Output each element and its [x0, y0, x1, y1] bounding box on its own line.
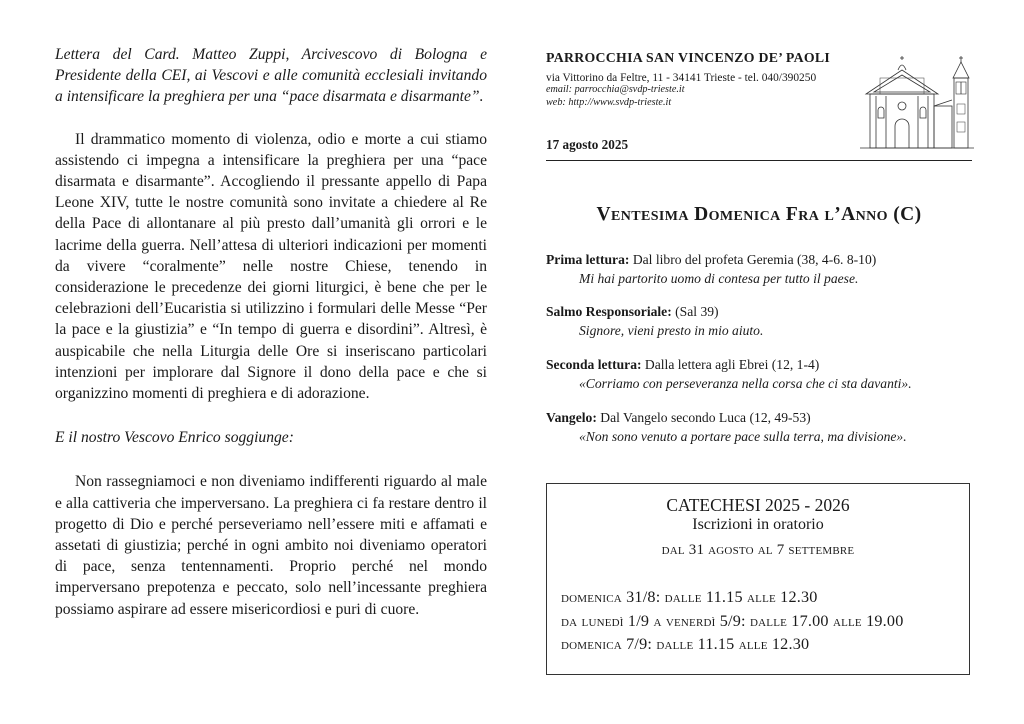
reading-label: Salmo Responsoriale:	[546, 304, 672, 319]
schedule-row: domenica 31/8: dalle 11.15 alle 12.30	[561, 588, 818, 606]
liturgy-title: Ventesima Domenica Fra l’Anno (C)	[596, 204, 922, 225]
parish-email: email: parrocchia@svdp-trieste.it	[546, 84, 685, 95]
reading-source: Dalla lettera agli Ebrei (12, 1-4)	[641, 357, 820, 372]
left-column	[55, 44, 487, 620]
parish-web: web: http://www.svdp-trieste.it	[546, 96, 672, 108]
reading-label: Prima lettura:	[546, 252, 630, 267]
reading-label: Vangelo:	[546, 410, 597, 425]
letter-paragraph: Il drammatico momento di violenza, odio e morte a cui stiamo assistendo ci impegna a intensificare la preghiera per una “pace disarmata e disarmante”. Accogliendo il pressante appello di Papa Leone XIV, tutte le nostre comunità sono invitate a chiedere al Re della Pace di allontanare al più presto dall’umanità gli orrori e le lacrime della guerra. Nell’attesa di ulteriori indicazioni per momenti da vivere “coralmente” nelle nostre Chiese, tenendo in considerazione le precedenze dei giorni liturgici, è bene che per le celebrazioni dell’Eucaristia si utilizzino i formulari delle Messe “Per la pace e la giustizia” e “In tempo di guerra e disordini”. Altresì, è auspicabile che nella Liturgia delle Ore si inseriscano particolari intenzioni per implorare dal Signore il dono della pace e che si organizzino momenti di preghiera e di adorazione.	[55, 130, 487, 403]
schedule-row: da lunedì 1/9 a venerdì 5/9: dalle 17.00 alle 19.00	[561, 611, 904, 630]
intro-text: Lettera del Card. Matteo Zuppi, Arcivescovo di Bologna e Presidente della CEI, ai Vescovi e alle comunità ecclesiali invitando a intensificare la preghiera per una “pace disarmata e disarmante”.	[55, 46, 487, 106]
schedule-row: domenica 7/9: dalle 11.15 alle 12.30	[561, 635, 810, 653]
reading-quote: Signore, vieni presto in mio aiuto.	[579, 323, 764, 338]
reading-source: (Sal 39)	[671, 304, 719, 319]
church-icon	[858, 48, 976, 152]
bulletin-date: 17 agosto 2025	[546, 137, 629, 152]
reading-source: Dal libro del profeta Geremia (38, 4-6. 8-10)	[629, 252, 877, 267]
reading-quote: Mi hai partorito uomo di contesa per tutto il paese.	[579, 271, 859, 286]
reading-second	[546, 355, 976, 393]
reading-gospel	[546, 408, 976, 446]
right-column	[546, 44, 972, 444]
parish-name: PARROCCHIA SAN VINCENZO DE’ PAOLI	[546, 50, 831, 65]
parish-address: via Vittorino da Feltre, 11 - 34141 Trieste - tel. 040/390250	[546, 72, 817, 84]
reading-label: Seconda lettura:	[546, 357, 642, 372]
header-divider	[546, 160, 972, 161]
bishop-intro: E il nostro Vescovo Enrico soggiunge:	[55, 429, 294, 447]
reading-psalm	[546, 302, 976, 340]
catechesi-subtitle: Iscrizioni in oratorio	[692, 516, 824, 533]
catechesi-box	[546, 483, 970, 675]
bishop-paragraph: Non rassegniamoci e non diveniamo indifferenti riguardo al male e alla cattiveria che imperversano. La preghiera ci fa restare dentro il progetto di Dio e perché perseveriamo nell’essere miti e affamati e assetati di giustizia; perché in ogni ambito noi diveniamo operatori di pace, senza tentennamenti. Proprio perché nel mondo imperversano prepotenza e peccato, solo nell’incessante preghiera possiamo aspirare ad essere misericordiosi e puri di cuore.	[55, 473, 487, 618]
reading-source: Dal Vangelo secondo Luca (12, 49-53)	[596, 410, 811, 425]
catechesi-range: dal 31 agosto al 7 settembre	[661, 542, 855, 558]
reading-quote: «Corriamo con perseveranza nella corsa che ci sta davanti».	[579, 376, 912, 391]
reading-first	[546, 250, 976, 288]
reading-quote: «Non sono venuto a portare pace sulla terra, ma divisione».	[579, 429, 907, 444]
catechesi-title: CATECHESI 2025 - 2026	[666, 495, 850, 515]
